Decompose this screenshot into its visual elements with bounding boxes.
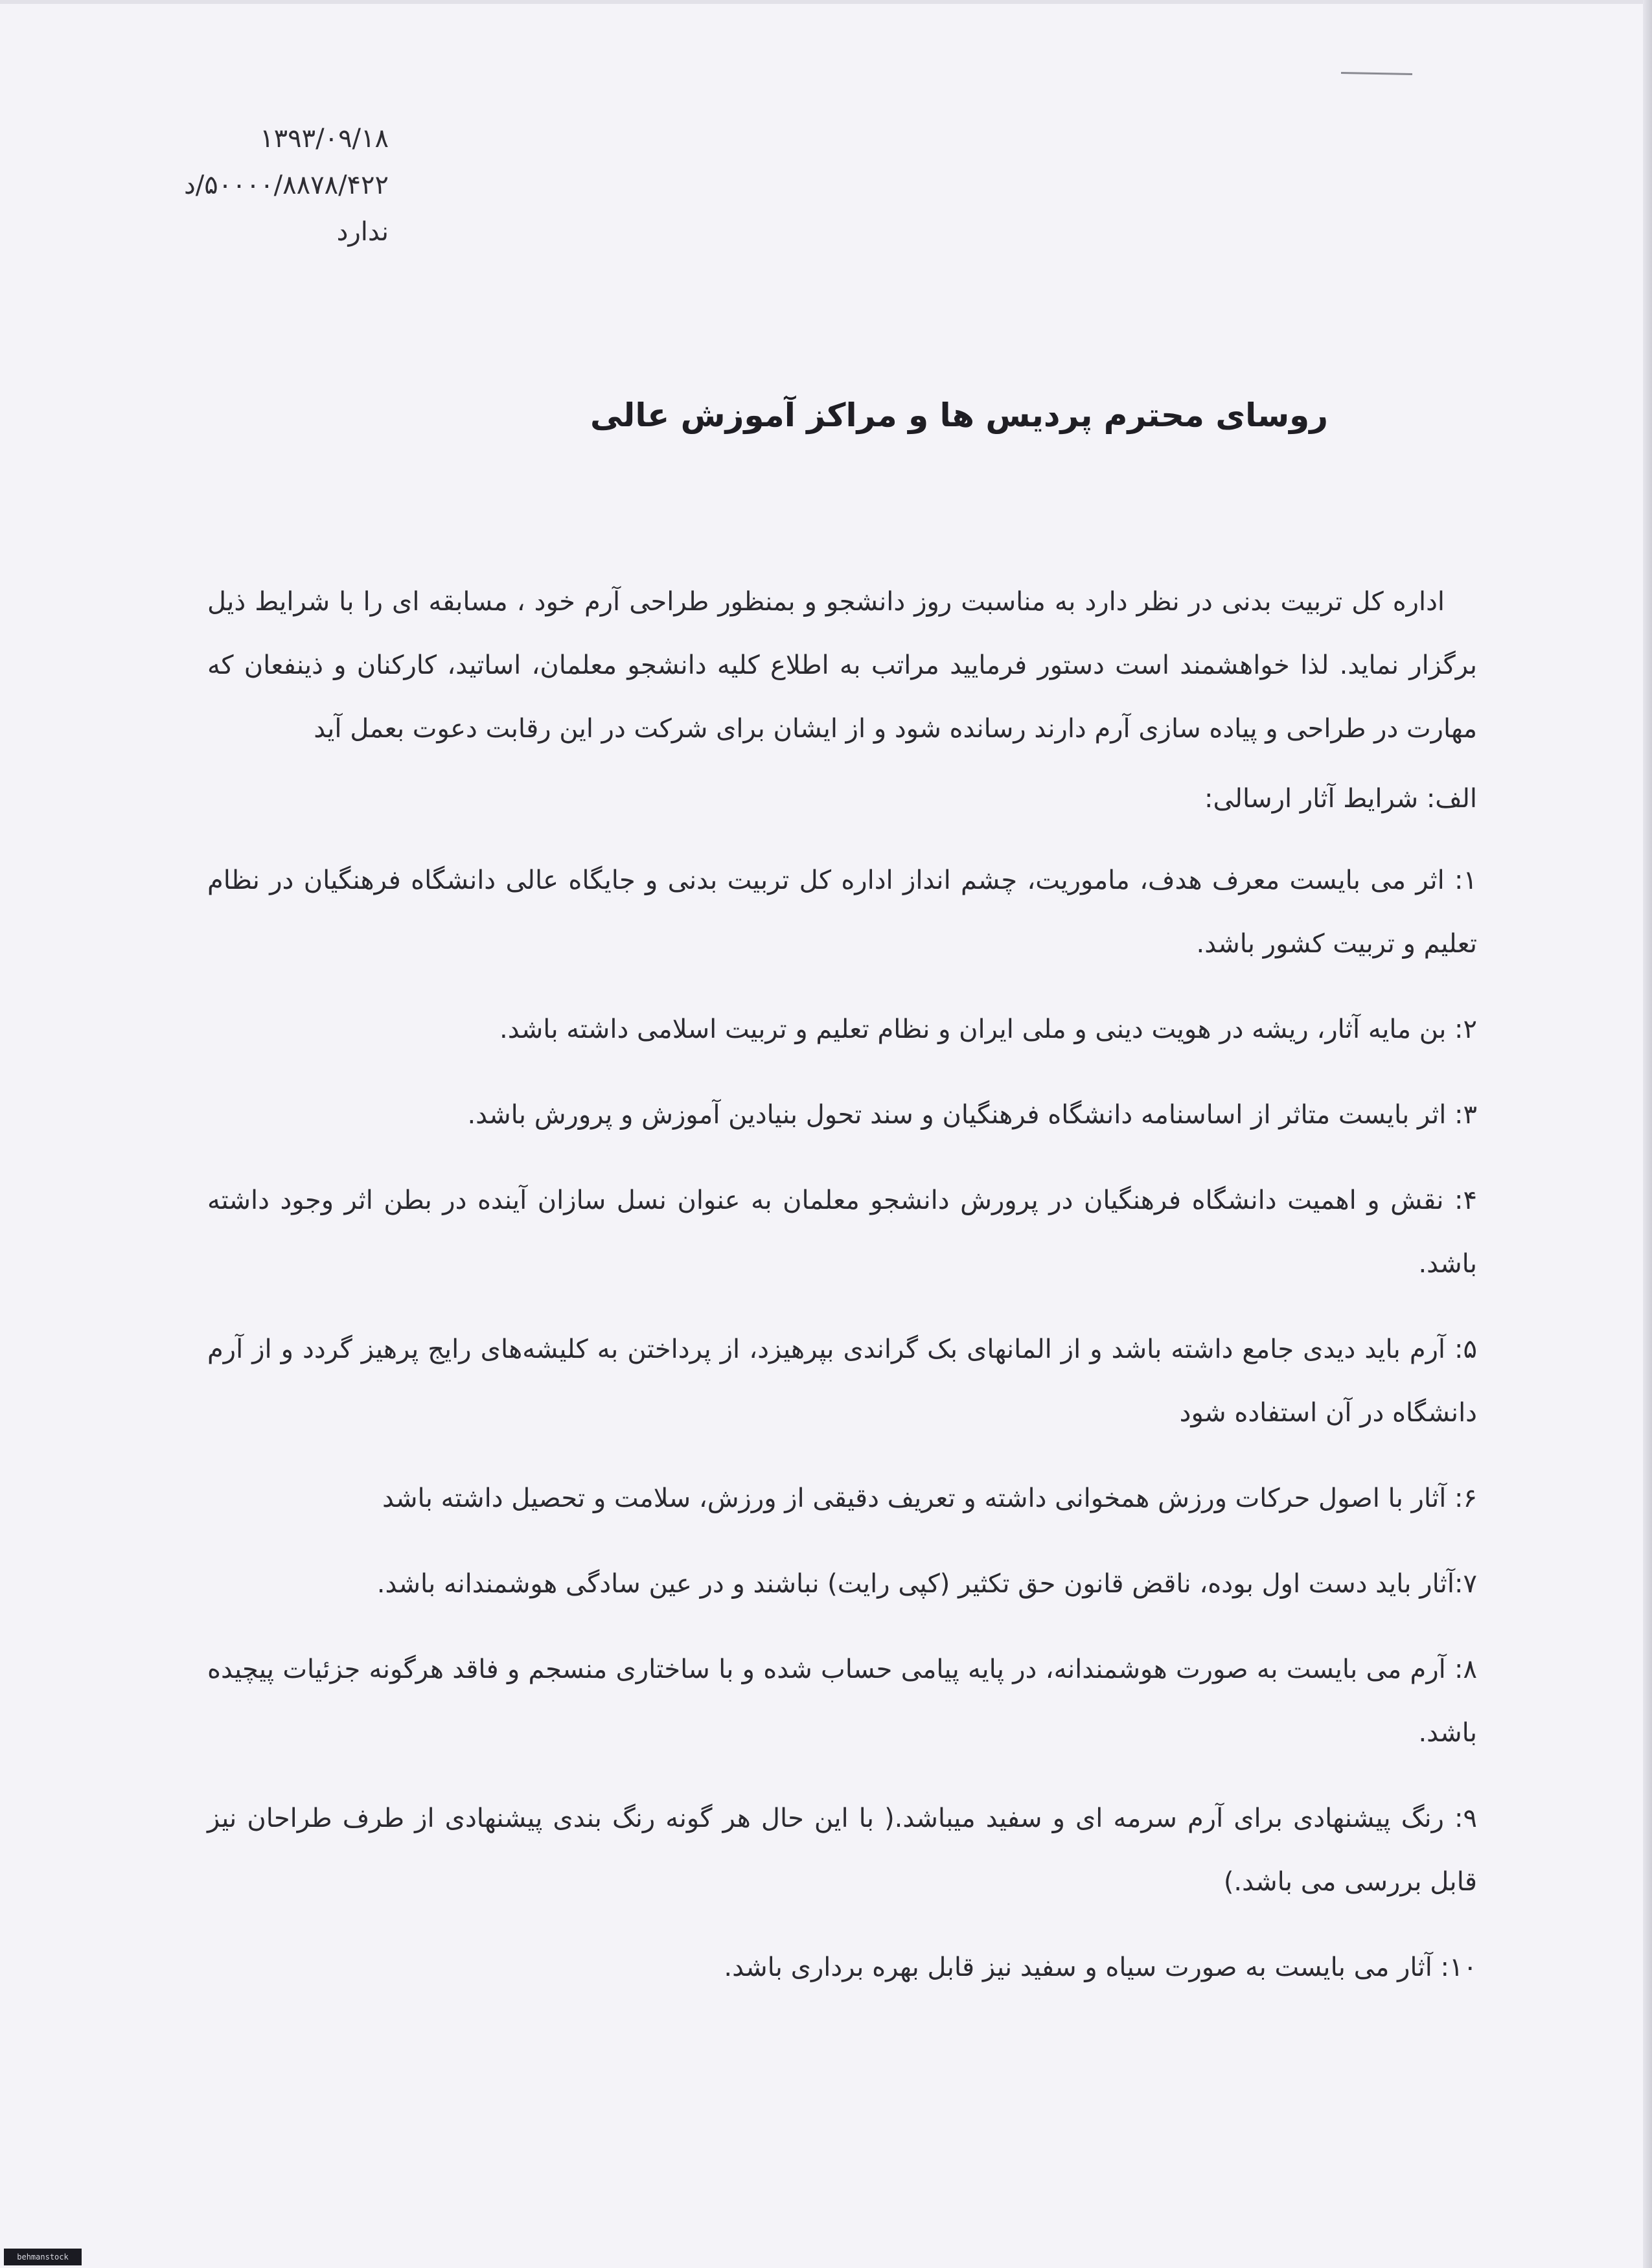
footer-watermark-tag: behmanstock bbox=[4, 2249, 82, 2265]
condition-item-3: ۳: اثر بایست متاثر از اساسنامه دانشگاه فرهنگیان و سند تحول بنیادین آموزش و پرورش باشد. bbox=[467, 1100, 1477, 1130]
condition-item-7: ۷:آثار باید دست اول بوده، ناقض قانون حق تکثیر (کپی رایت) نباشند و در عین سادگی هوشمندانه باشد. bbox=[376, 1569, 1477, 1599]
condition-item-4: ۴: نقش و اهمیت دانشگاه فرهنگیان در پرورش دانشجو معلمان به عنوان نسل سازان آینده در بطن اثر وجود داشته باشد. bbox=[207, 1186, 1477, 1279]
corner-pen-mark bbox=[1341, 72, 1412, 75]
condition-item-8: ۸: آرم می بایست به صورت هوشمندانه، در پایه پیامی حساب شده و با ساختاری منسجم و فاقد هرگونه جزئیات پیچیده باشد. bbox=[207, 1655, 1477, 1748]
condition-item-10: ۱۰: آثار می بایست به صورت سیاه و سفید نیز قابل بهره برداری باشد. bbox=[724, 1953, 1477, 1982]
letter-body bbox=[207, 570, 1477, 2021]
condition-item-1: ۱: اثر می بایست معرف هدف، ماموریت، چشم انداز اداره کل تربیت بدنی و جایگاه عالی دانشگاه فرهنگیان در نظام تعلیم و تربیت کشور باشد. bbox=[207, 865, 1477, 959]
condition-item-2: ۲: بن مایه آثار، ریشه در هویت دینی و ملی ایران و نظام تعلیم و تربیت اسلامی داشته باشد. bbox=[499, 1014, 1477, 1044]
letter-header-meta bbox=[123, 115, 389, 255]
letter-attachment: ندارد bbox=[336, 217, 389, 247]
letter-salutation: روسای محترم پردیس ها و مراکز آموزش عالی bbox=[590, 396, 1328, 434]
scan-edge-top bbox=[0, 0, 1652, 4]
letter-date: ۱۳۹۳/۰۹/۱۸ bbox=[260, 124, 389, 154]
condition-item-9: ۹: رنگ پیشنهادی برای آرم سرمه ای و سفید میباشد.( با این حال هر گونه رنگ بندی پیشنهادی از طرف طراحان نیز قابل بررسی می باشد.) bbox=[207, 1804, 1477, 1897]
scan-edge-right bbox=[1643, 0, 1652, 2268]
section-title: الف: شرایط آثار ارسالی: bbox=[1204, 784, 1477, 814]
letter-number: ۵۰۰۰۰/۸۸۷۸/۴۲۲/د bbox=[183, 170, 389, 200]
condition-item-6: ۶: آثار با اصول حرکات ورزش همخوانی داشته و تعریف دقیقی از ورزش، سلامت و تحصیل داشته باشد bbox=[382, 1483, 1477, 1513]
condition-item-5: ۵: آرم باید دیدی جامع داشته باشد و از المانهای بک گراندی بپرهیزد، از پرداختن به کلیشه‌های رایج پرهیز گردد و از آرم دانشگاه در آن استفاده شود bbox=[207, 1334, 1477, 1428]
letter-intro-paragraph: اداره کل تربیت بدنی در نظر دارد به مناسبت روز دانشجو و بمنظور طراحی آرم خود ، مسابقه ای را با شرایط ذیل برگزار نماید. لذا خواهشمند است دستور فرمایید مراتب به اطلاع کلیه دانشجو معلمان، اساتید، کارکنان و ذینفعان که مهارت در طراحی و پیاده سازی آرم دارند رسانده شود و از ایشان برای شرکت در این رقابت دعوت بعمل آید bbox=[207, 587, 1477, 744]
